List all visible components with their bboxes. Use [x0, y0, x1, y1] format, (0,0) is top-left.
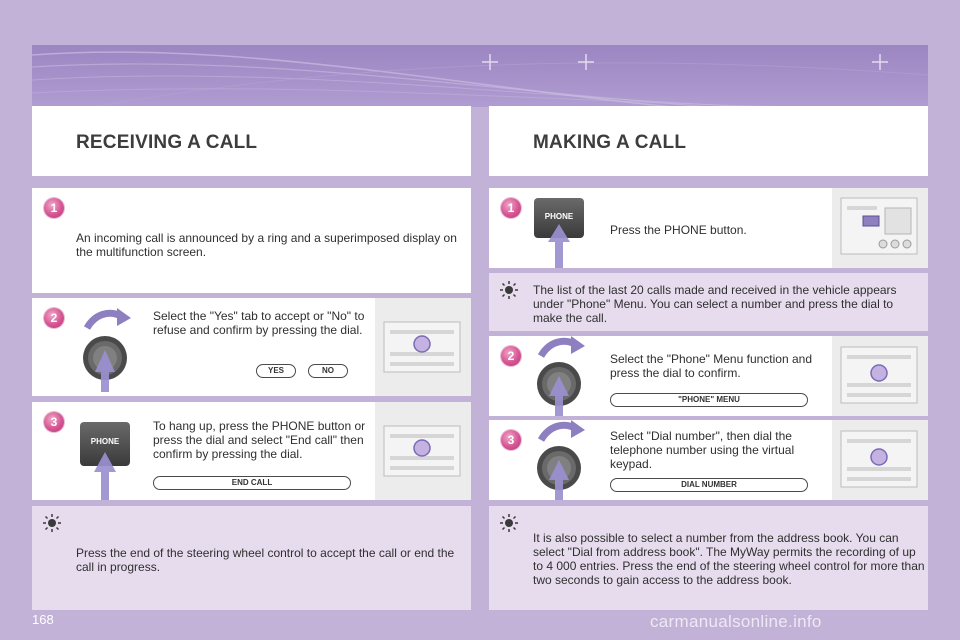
- page-number: 168: [32, 612, 54, 627]
- making-tip-2: [489, 506, 928, 610]
- step-text: Select the "Phone" Menu function and press the dial to confirm.: [610, 352, 812, 380]
- receiving-title-panel: [32, 106, 471, 176]
- making-step-1: [489, 188, 928, 268]
- step-number-badge: 2: [501, 346, 521, 366]
- arrow-up-icon: [92, 452, 118, 500]
- radio-device-icon: [839, 194, 919, 262]
- receiving-step-2: [32, 298, 471, 396]
- step-text: Select "Dial number", then dial the telephone number using the virtual keypad.: [610, 429, 795, 471]
- tip-text: The list of the last 20 calls made and received in the vehicle appears under "Phone" Menu. You can select a number and press the dial to make the call.: [533, 283, 897, 325]
- making-step-2: [489, 336, 928, 416]
- phone-label: PHONE: [544, 212, 574, 221]
- end-call-button[interactable]: END CALL: [153, 476, 351, 490]
- making-step-3: [489, 420, 928, 500]
- step-number-badge: 1: [501, 198, 521, 218]
- receiving-tip: [32, 506, 471, 610]
- making-title-panel: [489, 106, 928, 176]
- step-text: An incoming call is announced by a ring and a superimposed display on the multifunction screen.: [76, 231, 457, 259]
- banner-swoosh: [32, 45, 928, 107]
- header-banner: [32, 45, 928, 107]
- sun-tip-icon: [500, 514, 518, 532]
- yes-tab[interactable]: YES: [256, 364, 296, 378]
- no-tab[interactable]: NO: [308, 364, 348, 378]
- arrow-up-icon: [546, 224, 572, 268]
- step-number-badge: 2: [44, 308, 64, 328]
- step-number-badge: 3: [501, 430, 521, 450]
- step-number-badge: 3: [44, 412, 64, 432]
- tip-text: It is also possible to select a number from the address book. You can select "Dial from address book". The MyWay permits the recording of up to 4 000 entries. Press the end of the steering wheel control for more than two seconds to gain access to the address book.: [533, 531, 925, 587]
- watermark: carmanualsonline.info: [650, 612, 822, 631]
- receiving-step-1: [32, 188, 471, 293]
- step-text: Press the PHONE button.: [610, 223, 747, 237]
- radio-device-icon: [839, 425, 919, 495]
- receiving-step-3: [32, 402, 471, 500]
- step-text: To hang up, press the PHONE button or press the dial and select "End call" then confirm by pressing the dial.: [153, 419, 366, 461]
- step-text: Select the "Yes" tab to accept or "No" to refuse and confirm by pressing the dial.: [153, 309, 365, 337]
- tip-text: Press the end of the steering wheel control to accept the call or end the call in progress.: [76, 546, 455, 574]
- phone-button-icon: [534, 198, 584, 268]
- phone-menu-button[interactable]: "PHONE" MENU: [610, 393, 808, 407]
- dial-icon: [77, 306, 137, 392]
- radio-device-icon: [382, 416, 462, 486]
- dial-number-button[interactable]: DIAL NUMBER: [610, 478, 808, 492]
- radio-device-icon: [382, 312, 462, 382]
- phone-button-icon: [80, 422, 130, 500]
- phone-label: PHONE: [90, 437, 120, 446]
- making-tip-1: [489, 273, 928, 331]
- sun-tip-icon: [43, 514, 61, 532]
- section-title-receiving: RECEIVING A CALL: [76, 132, 258, 153]
- radio-device-icon: [839, 341, 919, 411]
- section-title-making: MAKING A CALL: [533, 132, 687, 153]
- sun-tip-icon: [500, 281, 518, 299]
- dial-icon: [531, 336, 591, 416]
- dial-icon: [531, 420, 591, 500]
- step-number-badge: 1: [44, 198, 64, 218]
